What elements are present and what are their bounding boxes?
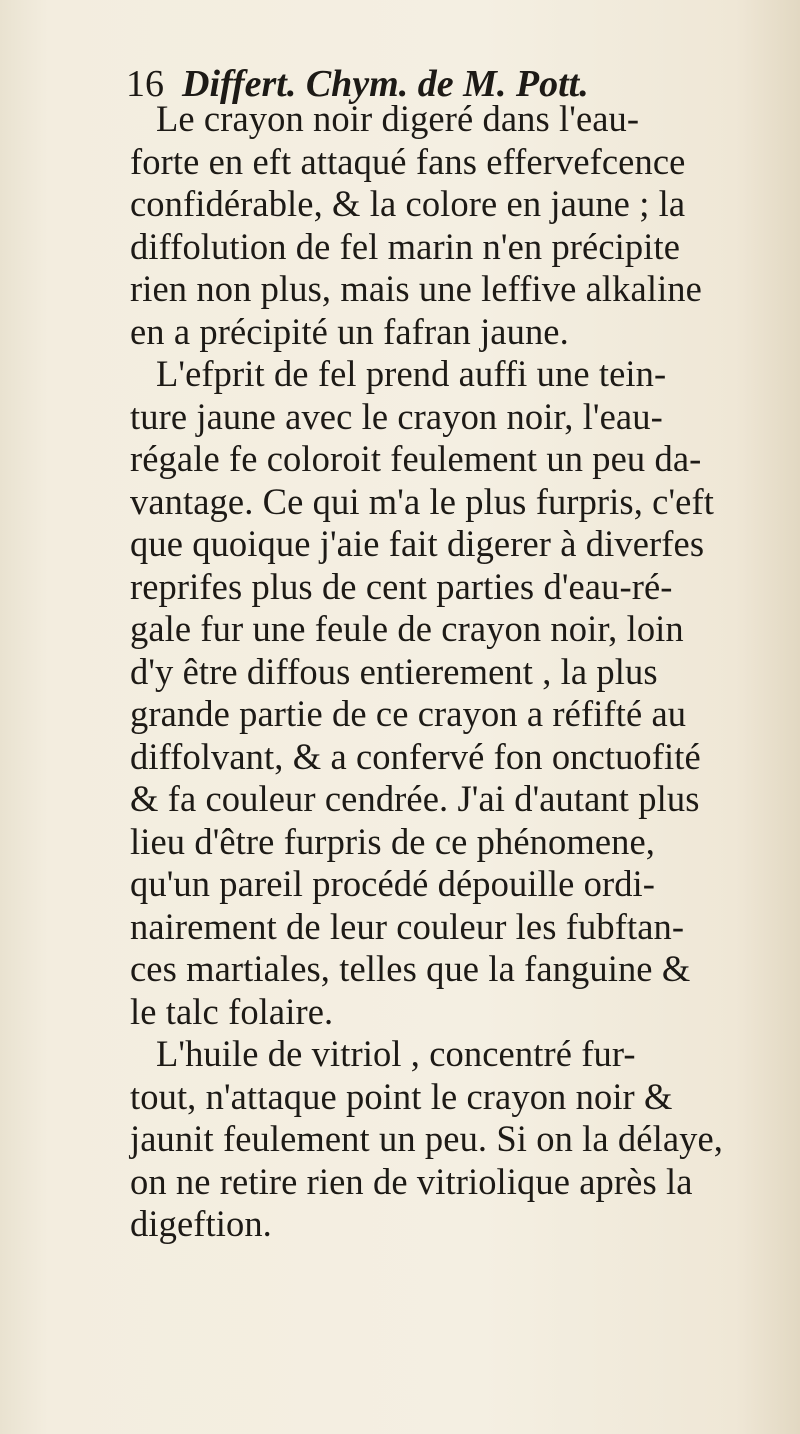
text-line: diffolvant, & a confervé fon onctuofité: [130, 735, 701, 777]
running-title: Differt. Chym. de M. Pott.: [182, 63, 589, 105]
text-line: & fa couleur cendrée. J'ai d'autant plus: [130, 778, 700, 819]
text-line: tout, n'attaque point le crayon noir &: [130, 1075, 673, 1117]
text-line: en a précipité un fafran jaune.: [130, 310, 569, 352]
text-line: le talc folaire.: [130, 990, 334, 1032]
text-line: nairement de leur couleur les fubftan-: [130, 905, 685, 947]
text-line: lieu d'être furpris de ce phénomene,: [130, 820, 656, 862]
text-line: d'y être diffous entierement , la plus: [130, 650, 658, 692]
text-line: Le crayon noir digeré dans l'eau-: [156, 98, 640, 139]
text-line: rien non plus, mais une leffive alkaline: [130, 268, 702, 309]
text-line: reprifes plus de cent parties d'eau-ré-: [130, 565, 673, 607]
text-line: grande partie de ce crayon a réfifté au: [130, 693, 687, 734]
text-line: digeftion.: [130, 1203, 272, 1244]
text-line: confidérable, & la colore en jaune ; la: [130, 183, 686, 224]
text-line: jaunit feulement un peu. Si on la délaye,: [130, 1118, 724, 1159]
page-number: 16: [126, 63, 164, 105]
text-line: qu'un pareil procédé dépouille ordi-: [130, 863, 656, 904]
text-line: L'huile de vitriol , concentré fur-: [156, 1033, 636, 1074]
text-line: gale fur une feule de crayon noir, loin: [130, 608, 684, 649]
text-line: ces martiales, telles que la fanguine &: [130, 948, 691, 989]
text-line: forte en eft attaqué fans effervefcence: [130, 140, 686, 182]
body-text: [130, 98, 760, 1246]
text-line: L'efprit de fel prend auffi une tein-: [156, 353, 667, 394]
text-line: ture jaune avec le crayon noir, l'eau-: [130, 395, 663, 437]
text-line: que quoique j'aie fait digerer à diverfes: [130, 523, 705, 564]
text-line: diffolution de fel marin n'en précipite: [130, 225, 681, 267]
text-line: on ne retire rien de vitriolique après la: [130, 1160, 693, 1202]
text-line: régale fe coloroit feulement un peu da-: [130, 438, 702, 479]
text-line: vantage. Ce qui m'a le plus furpris, c'eft: [130, 480, 714, 522]
